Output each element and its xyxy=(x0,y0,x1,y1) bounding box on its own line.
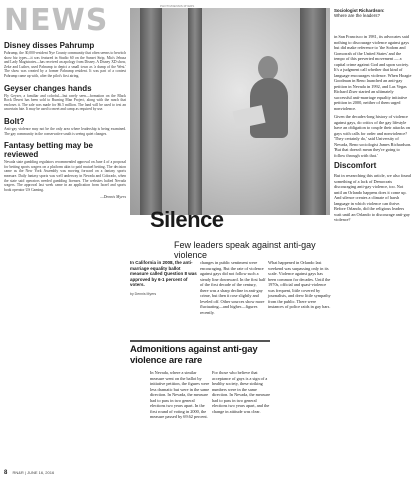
article-paragraph: in San Francisco in 1981, its advocates said nothing to discourage violence against gays but did make reference to 'the Sodom and Gomorrah of the United States' and the tempo of this perverted movement — a capital crime against God and upon society. It's a judgment call whether that kind of language encourages violence. When Hoagie Goodman in Reno launched an anti-gay petition in Nevada in 1992, and Las Vegas Richard Ziser started an ultimately successful anti-marriage equality initiative petition in 2000, neither of them urged nonviolence. xyxy=(334,34,412,111)
photo-caption xyxy=(334,8,412,18)
article-column: In Nevada, where a similar measure went on the ballot by initiative petition, the figures were less dramatic but were in the same direction. In Nevada, the measure had to pass in two general elections two years apart. In the first round of voting in 2000, the measure passed by 69.62 percent. xyxy=(150,370,210,419)
article-photo xyxy=(130,8,330,215)
brief-title: Fantasy betting may be reviewed xyxy=(4,141,93,160)
caption-body: Where are the leaders? xyxy=(334,13,380,18)
page-number: 8 xyxy=(4,470,8,476)
article-right-column xyxy=(334,34,412,223)
article-paragraph: But in researching this article, we also found something of a lack of Democrats discouraging anti-gay violence, too. Not until an Orlando happens does it come up. And silence creates a climate of harsh language in which violence can thrive. Before Orlando, did the religious leaders wait until an Orlando to discourage anti-gay violence? xyxy=(334,173,411,222)
photo-subject-head xyxy=(258,56,278,80)
article-column: What happened in Orlando last weekend was surpassing only in its scale. Violence against gays has been common for decades. Until the 1970s, official and quasi-violence was frequent, little covered by journalists, and drew little sympathy from the public. There were instances of police raids in gay bars. xyxy=(268,260,331,309)
article-byline: by Dennis Myers xyxy=(130,291,157,296)
brief-body: Pahrump, the 30,000-resident Nye County community that often seems to bewitch show biz types—it was featured in Studio 60 on the Sunset Strip, Mia's Jebusa and Lady Magistrates—has received an apology from Disney. A Disney XD show, Zeke and Luther, used Pahrump to depict a small town as 'a dump of the West.' The show was created by a former Pahrump resident. It was part of a contest Pahrump came up with, after the pilot's first airing. xyxy=(4,51,126,78)
photo-pillar xyxy=(300,8,326,215)
photo-pillar xyxy=(188,8,202,215)
article-lede: In California in 2008, the anti-marriage equality ballot measure called Question 8 was approved by 6-1 percent of voters. xyxy=(130,260,197,288)
article-column: changes in public sentiment were encouraging. But the rate of violence against gays did not follow such a steady line downward. In the first half of the first decade of the century, there was a sharp decline in anti-gay crime, but then it rose slightly and leveled off. Other sources show more fluctuating—and higher—figures recently. xyxy=(200,260,266,315)
section-masthead: NEWS xyxy=(4,3,109,38)
article-deck: Few leaders speak against anti-gay violence xyxy=(174,240,316,260)
brief-title: Geyser changes hands xyxy=(4,83,92,93)
caption-title: Sociologist Richardson: xyxy=(334,8,385,13)
article-lede-column xyxy=(130,260,198,296)
brief-item xyxy=(4,141,126,192)
brief-title: Bolt? xyxy=(4,116,25,126)
brief-signature: —Dennis Myers xyxy=(100,194,126,200)
briefs-column xyxy=(4,0,126,480)
article-column: For those who believe that acceptance of gays is a sign of a healthy society, these striking numbers were in the same direction. In Nevada, the measure had to pass in two general elections two years apart, and the change in attitude was clear. xyxy=(212,370,270,414)
page-footer xyxy=(4,470,54,476)
brief-title: Disney disses Pahrump xyxy=(4,41,95,50)
brief-body: Fly Geyser, a familiar and colorful—but rarely seen—formation on the Black Rock Desert has been sold to Burning Man Project, along with the ranch that encloses it. The sale was made for $6.5 million. The land will be used to test an uncertain fate. It may be used to meet and camp as required by use. xyxy=(4,93,126,112)
photo-credit: PHOTO/DENNIS MYERS xyxy=(160,4,195,8)
footer-text: RN&R | JUNE 16, 2016 xyxy=(12,470,55,475)
subhead-discomfort: Discomfort xyxy=(334,161,377,170)
photo-pillar xyxy=(140,8,162,215)
article-headline: Silence xyxy=(150,207,224,232)
brief-item xyxy=(4,117,126,136)
brief-item xyxy=(4,84,126,112)
article-paragraph: Given the decades-long history of violence against gays, do critics of the gay lifestyle have an obligation to couple their attacks on gays with calls for order and nonviolence? 'They certainly do,' said University of Nevada, Reno sociologist James Richardson. 'But that doesn't mean they're going to follow through with that.' xyxy=(334,114,412,158)
brief-item xyxy=(4,41,126,79)
brief-body: Anti-gay violence may not be the only area where leadership is being examined. The gay community in the conservative south is seeing quiet changes. xyxy=(4,126,126,136)
brief-body: Nevada state gambling regulators recommended approval on June 4 of a proposal for betting sports wagers on a platform akin to paid mutuel betting. The decision came as the New York Assembly was moving forward on a fantasy sports measure. Daily fantasy sports was well underway in Nevada and Colorado, when the state said operators needed gambling licenses. The websites halted Nevada wagers. The approval last week came in an application from Israel and sports book operator US Gaming. xyxy=(4,160,126,192)
pull-quote xyxy=(130,340,270,366)
pull-quote-text: Admonitions against anti-gay violence are rare xyxy=(130,344,258,366)
